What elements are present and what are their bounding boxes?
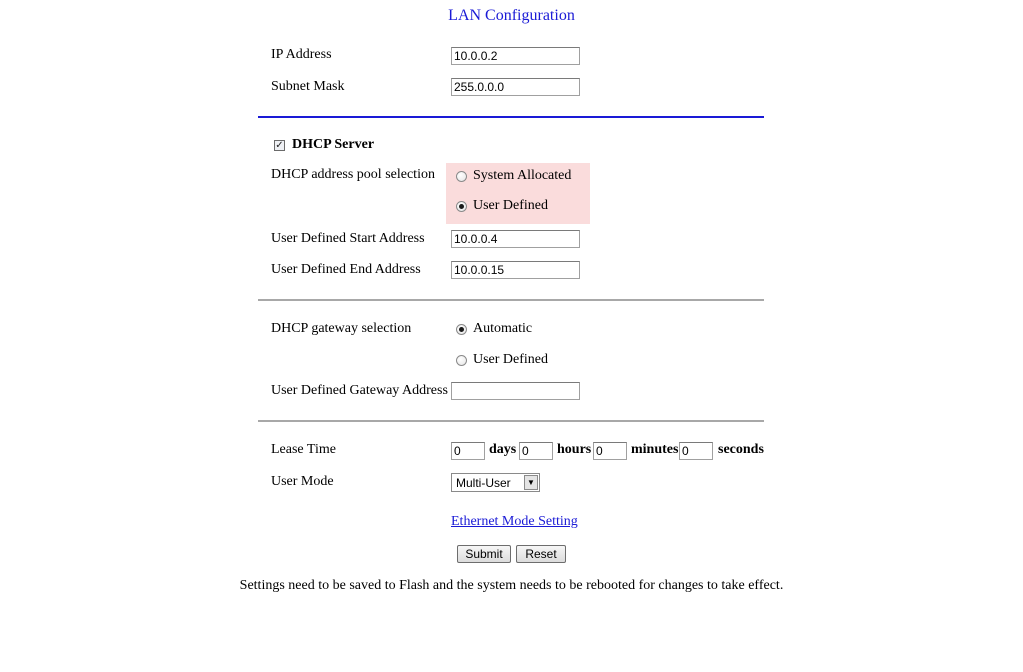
user-mode-value: Multi-User bbox=[456, 476, 511, 490]
gateway-automatic-label: Automatic bbox=[473, 321, 533, 336]
end-address-input[interactable]: 10.0.0.15 bbox=[451, 261, 580, 279]
end-address-label: User Defined End Address bbox=[271, 262, 421, 277]
dhcp-server-label: DHCP Server bbox=[292, 137, 375, 152]
subnet-mask-input[interactable]: 255.0.0.0 bbox=[451, 78, 580, 96]
gateway-user-defined-radio[interactable] bbox=[456, 355, 467, 366]
gateway-user-defined-label: User Defined bbox=[473, 352, 549, 367]
checkmark-icon: ✓ bbox=[275, 140, 284, 151]
pool-system-allocated-radio[interactable] bbox=[456, 171, 467, 182]
user-mode-select[interactable] bbox=[451, 473, 540, 492]
lease-minutes-unit: minutes bbox=[631, 442, 679, 457]
ip-address-label: IP Address bbox=[271, 47, 332, 62]
pool-user-defined-label: User Defined bbox=[473, 198, 549, 213]
pool-user-defined-radio[interactable] bbox=[456, 201, 467, 212]
dhcp-server-checkbox[interactable] bbox=[274, 140, 285, 151]
lease-hours-unit: hours bbox=[557, 442, 592, 457]
user-mode-label: User Mode bbox=[271, 474, 334, 489]
reset-button[interactable]: Reset bbox=[516, 545, 566, 563]
footer-note: Settings need to be saved to Flash and the system needs to be rebooted for changes to take effect. bbox=[239, 578, 784, 593]
page-title: LAN Configuration bbox=[448, 7, 575, 24]
lease-time-label: Lease Time bbox=[271, 442, 336, 457]
section-divider bbox=[258, 299, 764, 301]
lease-days-input[interactable]: 0 bbox=[451, 442, 485, 460]
pool-selection-label: DHCP address pool selection bbox=[271, 167, 435, 182]
lease-seconds-input[interactable]: 0 bbox=[679, 442, 713, 460]
ethernet-mode-link[interactable]: Ethernet Mode Setting bbox=[451, 514, 578, 529]
gateway-address-input[interactable] bbox=[451, 382, 580, 400]
gateway-selection-label: DHCP gateway selection bbox=[271, 321, 412, 336]
ip-address-input[interactable]: 10.0.0.2 bbox=[451, 47, 580, 65]
lease-hours-input[interactable]: 0 bbox=[519, 442, 553, 460]
subnet-mask-label: Subnet Mask bbox=[271, 79, 345, 94]
lease-minutes-input[interactable]: 0 bbox=[593, 442, 627, 460]
dropdown-arrow-icon[interactable]: ▼ bbox=[524, 475, 538, 490]
start-address-input[interactable]: 10.0.0.4 bbox=[451, 230, 580, 248]
pool-system-allocated-label: System Allocated bbox=[473, 168, 572, 183]
start-address-label: User Defined Start Address bbox=[271, 231, 425, 246]
section-divider bbox=[258, 116, 764, 118]
lease-days-unit: days bbox=[489, 442, 517, 457]
section-divider bbox=[258, 420, 764, 422]
gateway-address-label: User Defined Gateway Address bbox=[271, 383, 448, 398]
lease-seconds-unit: seconds bbox=[718, 442, 764, 457]
submit-button[interactable]: Submit bbox=[457, 545, 511, 563]
gateway-automatic-radio[interactable] bbox=[456, 324, 467, 335]
